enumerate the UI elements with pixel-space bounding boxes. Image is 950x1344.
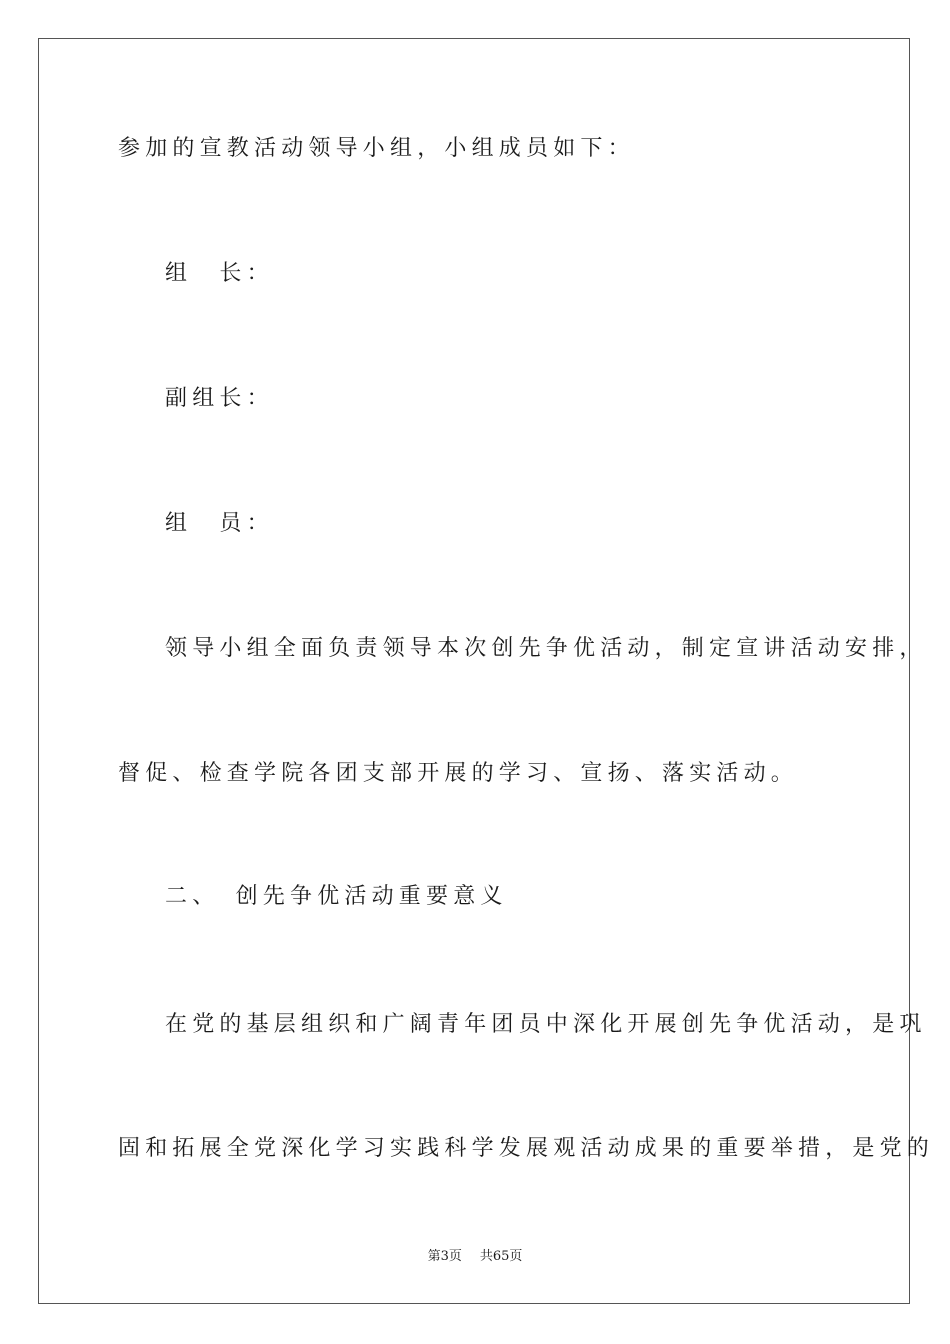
page-footer <box>0 1248 950 1266</box>
paragraph-line-1: 参加的宣教活动领导小组，小组成员如下： <box>118 136 635 161</box>
paragraph-line-4: 在党的基层组织和广阔青年团员中深化开展创先争优活动，是巩 <box>165 1012 927 1037</box>
page-border <box>38 38 910 1304</box>
page-total: 共65页 <box>479 1249 523 1264</box>
vice-leader-label: 副组长： <box>165 386 274 411</box>
member-label: 组 员： <box>165 511 274 536</box>
paragraph-line-2: 领导小组全面负责领导本次创先争优活动，制定宣讲活动安排， <box>165 636 927 661</box>
page-number: 第3页 <box>427 1249 462 1264</box>
paragraph-line-3: 督促、检查学院各团支部开展的学习、宣扬、落实活动。 <box>118 761 799 786</box>
paragraph-line-5: 固和拓展全党深化学习实践科学发展观活动成果的重要举措，是党的 <box>118 1136 935 1161</box>
leader-label: 组 长： <box>165 261 274 286</box>
section-heading: 二、 创先争优活动重要意义 <box>165 884 508 909</box>
